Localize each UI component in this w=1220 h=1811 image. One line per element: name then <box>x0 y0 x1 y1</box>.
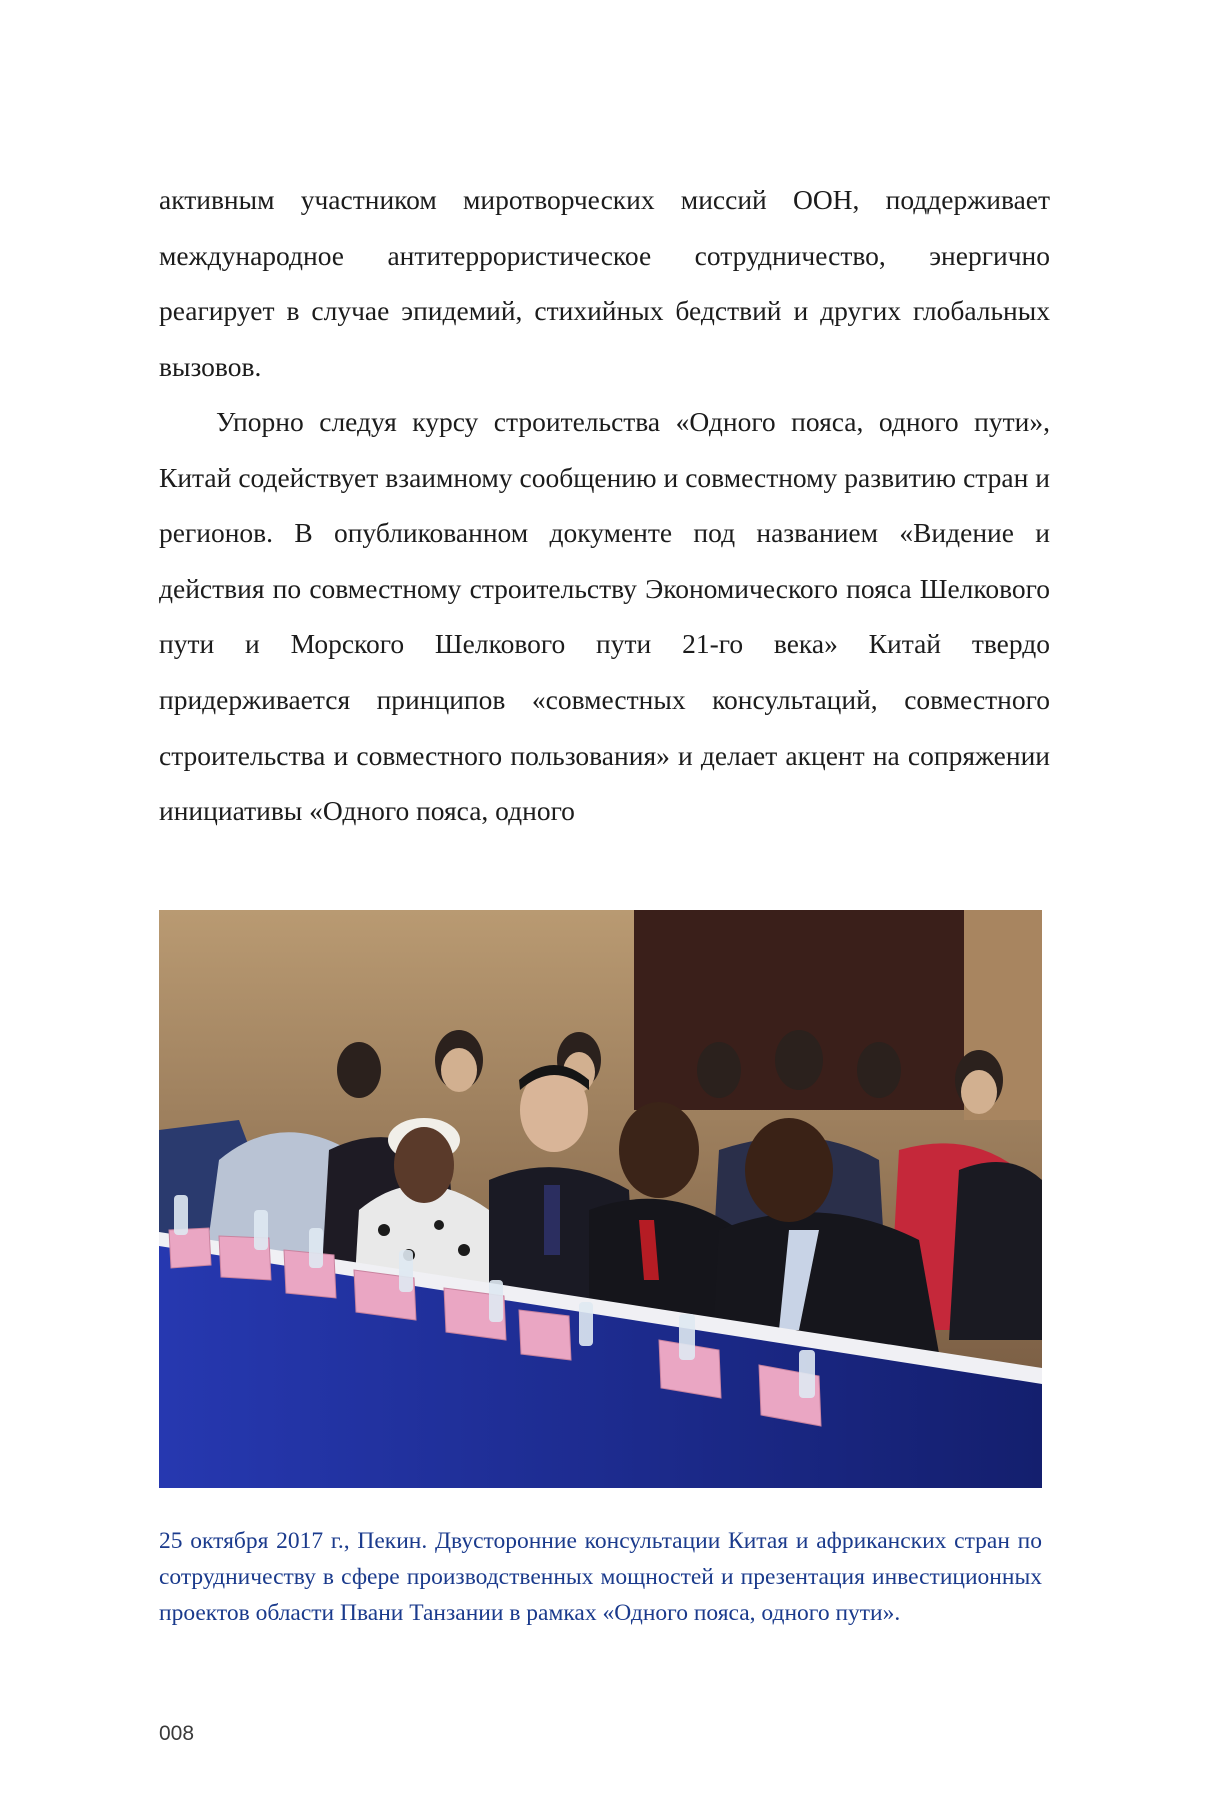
photo-caption: 25 октября 2017 г., Пекин. Двусторонние консультации Китая и африканских стран по сотрудничеству в сфере производственных мощностей и презентация инвестиционных проектов области Пвани Танзании в рамках «Одного пояса, одного пути». <box>159 1528 1042 1626</box>
body-paragraph-2 <box>159 394 1050 839</box>
page-number: 008 <box>159 1722 195 1745</box>
conference-photo <box>159 910 1042 1488</box>
paragraph-text: активным участником миротворческих миссий ООН, поддерживает международное антитеррористическое сотрудничество, энергично реагирует в случае эпидемий, стихийных бедствий и других глобальных вызовов. <box>159 184 1050 382</box>
paragraph-text: Упорно следуя курсу строительства «Одного пояса, одного пути», Китай содействует взаимному сообщению и совместному развитию стран и регионов. В опубликованном документе под названием «Видение и действия по совместному строительству Экономического пояса Шелкового пути и Морского Шелкового пути 21-го века» Китай твердо придерживается принципов «совместных консультаций, совместного строительства и совместного пользования» и делает акцент на сопряжении инициативы «Одного пояса, одного <box>159 406 1050 827</box>
body-paragraph-1 <box>159 172 1050 394</box>
